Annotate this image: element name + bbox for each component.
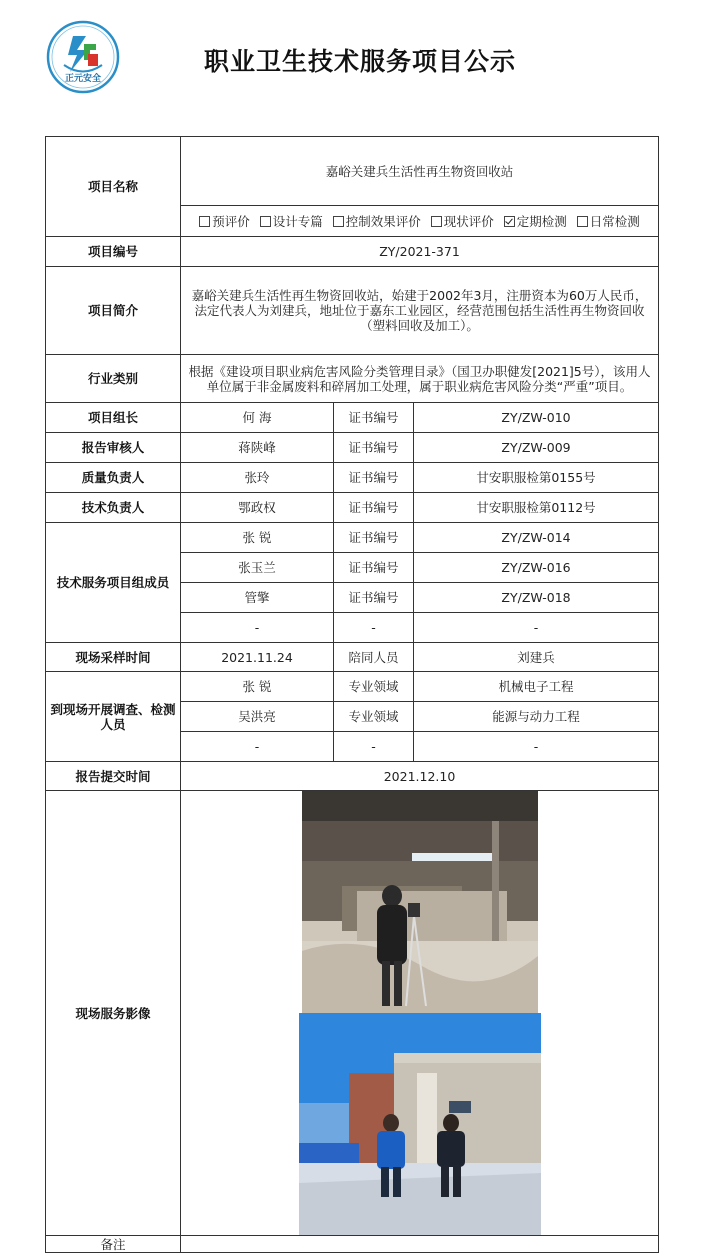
page-title: 职业卫生技术服务项目公示 bbox=[203, 47, 516, 76]
sampling-date: 2021.11.24 bbox=[181, 643, 334, 672]
industry-value: 根据《建设项目职业病危害风险分类管理目录》（国卫办职健发[2021]5号），该用人单位属于非金属废料和碎屑加工处理，属于职业病危害风险分类“严重”项目。 bbox=[181, 355, 659, 403]
report-date-label: 报告提交时间 bbox=[46, 762, 181, 791]
cert-number: ZY/ZW-018 bbox=[414, 583, 659, 613]
members-label: 技术服务项目组成员 bbox=[46, 523, 181, 643]
evaluation-option-label: 控制效果评价 bbox=[345, 213, 421, 229]
cert-label: 证书编号 bbox=[334, 463, 414, 493]
onsite-name: 吴洪亮 bbox=[181, 702, 334, 732]
cert-label: 证书编号 bbox=[334, 403, 414, 433]
member-row bbox=[46, 523, 659, 553]
evaluation-option bbox=[333, 214, 421, 229]
remark-label: 备注 bbox=[46, 1236, 181, 1253]
project-name-label: 项目名称 bbox=[46, 137, 181, 237]
project-no-value: ZY/2021-371 bbox=[181, 237, 659, 267]
staff-role-label: 报告审核人 bbox=[46, 433, 181, 463]
project-table bbox=[45, 136, 659, 1253]
site-photos bbox=[181, 791, 659, 1236]
cert-number: ZY/ZW-010 bbox=[414, 403, 659, 433]
onsite-name: 张 锐 bbox=[181, 672, 334, 702]
cert-label: 证书编号 bbox=[334, 523, 414, 553]
remark-value bbox=[181, 1236, 659, 1253]
staff-name: 张玲 bbox=[181, 463, 334, 493]
checked-box-icon bbox=[504, 216, 515, 227]
evaluation-option bbox=[260, 214, 323, 229]
cert-label: - bbox=[334, 613, 414, 643]
sampling-time-label: 现场采样时间 bbox=[46, 643, 181, 672]
evaluation-option-label: 定期检测 bbox=[516, 213, 567, 229]
companion-label: 陪同人员 bbox=[334, 643, 414, 672]
cert-label: 证书编号 bbox=[334, 433, 414, 463]
logo-text: 正元安全 bbox=[64, 74, 101, 84]
project-intro-label: 项目简介 bbox=[46, 267, 181, 355]
cert-number: 甘安职服检第0112号 bbox=[414, 493, 659, 523]
unchecked-box-icon bbox=[431, 216, 442, 227]
industry-label: 行业类别 bbox=[46, 355, 181, 403]
field-label: 专业领域 bbox=[334, 702, 414, 732]
cert-number: ZY/ZW-014 bbox=[414, 523, 659, 553]
staff-name: 蒋陕峰 bbox=[181, 433, 334, 463]
unchecked-box-icon bbox=[260, 216, 271, 227]
evaluation-type-options bbox=[181, 206, 659, 237]
cert-number: 甘安职服检第0155号 bbox=[414, 463, 659, 493]
field-label: 专业领域 bbox=[334, 672, 414, 702]
report-date-value: 2021.12.10 bbox=[181, 762, 659, 791]
staff-name: 何 海 bbox=[181, 403, 334, 433]
staff-row bbox=[46, 493, 659, 523]
member-name: 张 锐 bbox=[181, 523, 334, 553]
cert-label: 证书编号 bbox=[334, 553, 414, 583]
evaluation-option bbox=[577, 214, 640, 229]
site-photo-factory bbox=[302, 791, 538, 1013]
staff-row bbox=[46, 463, 659, 493]
member-name: 管擎 bbox=[181, 583, 334, 613]
evaluation-option bbox=[431, 214, 494, 229]
cert-number: - bbox=[414, 613, 659, 643]
cert-label: 证书编号 bbox=[334, 493, 414, 523]
cert-label: 证书编号 bbox=[334, 583, 414, 613]
field-value: - bbox=[414, 732, 659, 762]
evaluation-option bbox=[504, 214, 567, 229]
field-value: 能源与动力工程 bbox=[414, 702, 659, 732]
companion-name: 刘建兵 bbox=[414, 643, 659, 672]
staff-role-label: 质量负责人 bbox=[46, 463, 181, 493]
cert-number: ZY/ZW-009 bbox=[414, 433, 659, 463]
staff-row bbox=[46, 433, 659, 463]
onsite-staff-label: 到现场开展调查、检测人员 bbox=[46, 672, 181, 762]
field-value: 机械电子工程 bbox=[414, 672, 659, 702]
member-name: 张玉兰 bbox=[181, 553, 334, 583]
staff-row bbox=[46, 403, 659, 433]
unchecked-box-icon bbox=[199, 216, 210, 227]
staff-role-label: 项目组长 bbox=[46, 403, 181, 433]
project-no-label: 项目编号 bbox=[46, 237, 181, 267]
member-name: - bbox=[181, 613, 334, 643]
onsite-name: - bbox=[181, 732, 334, 762]
project-name-value: 嘉峪关建兵生活性再生物资回收站 bbox=[181, 137, 659, 206]
evaluation-option bbox=[199, 214, 250, 229]
onsite-row bbox=[46, 672, 659, 702]
evaluation-option-label: 设计专篇 bbox=[272, 213, 323, 229]
site-photo-people bbox=[299, 1013, 541, 1235]
staff-name: 鄂政权 bbox=[181, 493, 334, 523]
site-photos-label: 现场服务影像 bbox=[46, 791, 181, 1236]
unchecked-box-icon bbox=[577, 216, 588, 227]
evaluation-option-label: 预评价 bbox=[212, 213, 250, 229]
unchecked-box-icon bbox=[333, 216, 344, 227]
evaluation-option-label: 现状评价 bbox=[443, 213, 494, 229]
cert-number: ZY/ZW-016 bbox=[414, 553, 659, 583]
evaluation-option-label: 日常检测 bbox=[589, 213, 640, 229]
project-intro-value: 嘉峪关建兵生活性再生物资回收站，始建于2002年3月，注册资本为60万人民币，法定代表人为刘建兵，地址位于嘉东工业园区，经营范围包括生活性再生物资回收（塑料回收及加工）。 bbox=[181, 267, 659, 355]
staff-role-label: 技术负责人 bbox=[46, 493, 181, 523]
field-label: - bbox=[334, 732, 414, 762]
